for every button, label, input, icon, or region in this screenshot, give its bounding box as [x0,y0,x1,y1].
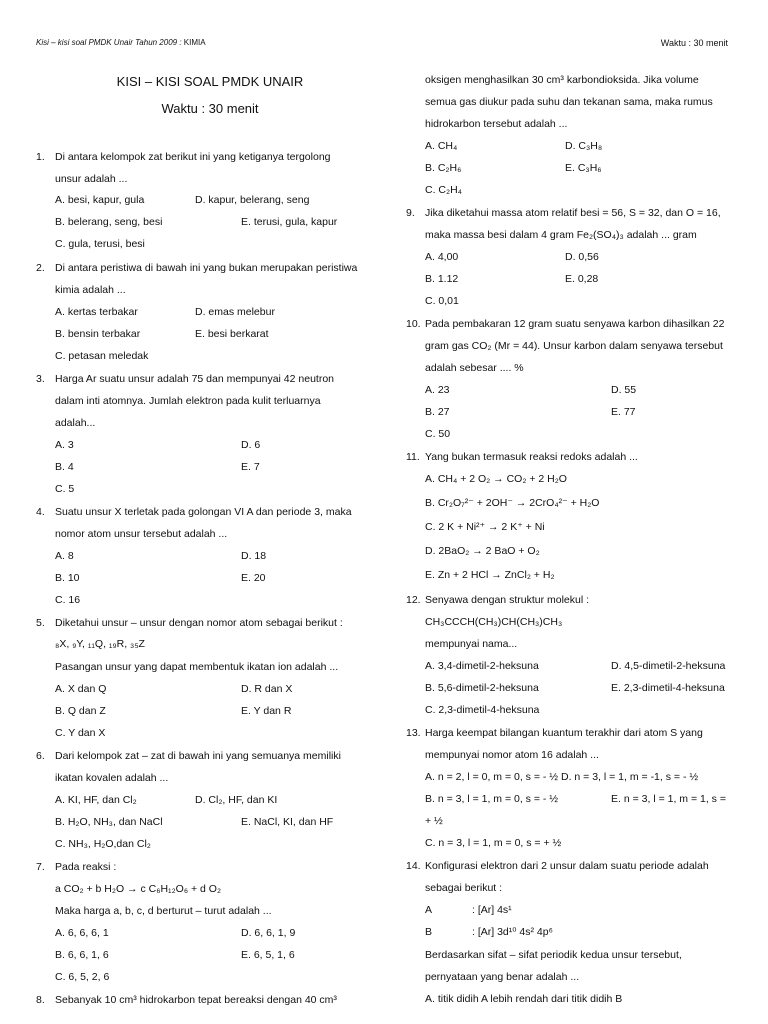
option-c: C. 6, 5, 2, 6 [55,971,110,983]
question-text: Konfigurasi elektron dari 2 unsur dalam suatu periode adalah [425,860,709,872]
question-text: oksigen menghasilkan 30 cm³ karbondioksida. Jika volume [425,74,699,86]
header-subject: KIMIA [183,38,206,47]
config-b-value: : [Ar] 3d¹⁰ 4s² 4p⁶ [472,926,553,938]
option-c: C. Y dan X [55,727,106,739]
question-number: 4. [36,506,45,518]
question-number: 13. [406,727,421,739]
question-text: Pada reaksi : [55,861,117,873]
question-text: gram gas CO₂ (Mr = 44). Unsur karbon dalam senyawa tersebut [425,340,723,352]
question-number: 8. [36,994,45,1006]
question-number: 1. [36,151,45,163]
option-b: B. Q dan Z [55,705,106,717]
reaction-equation: a CO₂ + b H₂O → c C₆H₁₂O₆ + d O₂ [55,883,222,895]
option-d: D. 55 [611,384,637,396]
question-text: dalam inti atomnya. Jumlah elektron pada kulit terluarnya [55,395,321,407]
question-number: 3. [36,373,45,385]
question-text: ₈X, ₉Y, ₁₁Q, ₁₉R, ₃₅Z [55,638,145,650]
option-d: D. kapur, belerang, seng [195,194,310,206]
question-number: 5. [36,617,45,629]
config-a-value: : [Ar] 4s¹ [472,904,512,916]
question-number: 10. [406,318,421,330]
option-b: B. Cr₂O₇²⁻ + 2OH⁻ → 2CrO₄²⁻ + H₂O [425,497,600,509]
option-a: A. KI, HF, dan Cl₂ [55,794,137,806]
option-a: A. 6, 6, 6, 1 [55,927,109,939]
question-text: pernyataan yang benar adalah ... [425,971,580,983]
option-e: E. 77 [611,406,636,418]
option-d: D. 2BaO₂ → 2 BaO + O₂ [425,545,540,557]
option-a: A. kertas terbakar [55,306,138,318]
option-a: A. titik didih A lebih rendah dari titik didih B [425,993,623,1005]
question-text: Di antara peristiwa di bawah ini yang bukan merupakan peristiwa [55,262,358,274]
question-number: 6. [36,750,45,762]
question-text: unsur adalah ... [55,173,128,185]
option-e: E. 2,3-dimetil-4-heksuna [611,682,725,694]
option-a: A. CH₄ [425,140,458,152]
option-e: E. 0,28 [565,273,599,285]
option-d: D. 6, 6, 1, 9 [241,927,296,939]
question-number: 12. [406,594,421,606]
option-d: D. C₃H₈ [565,140,603,152]
option-c: C. 5 [55,483,75,495]
option-c: C. C₂H₄ [425,184,462,196]
question-text: Maka harga a, b, c, d berturut – turut adalah ... [55,905,272,917]
question-text: kimia adalah ... [55,284,126,296]
option-b: B. 27 [425,406,450,418]
question-text: Harga keempat bilangan kuantum terakhir dari atom S yang [425,727,703,739]
question-text: mempunyai nama... [425,638,518,650]
page-header-right: Waktu : 30 menit [660,38,728,48]
option-a: A. 3,4-dimetil-2-heksuna [425,660,539,672]
option-d: D. 0,56 [565,251,599,263]
question-text: Senyawa dengan struktur molekul : [425,594,590,606]
option-b: B. 10 [55,572,80,584]
option-d: D. Cl₂, HF, dan KI [195,794,278,806]
question-text: Sebanyak 10 cm³ hidrokarbon tepat bereaksi dengan 40 cm³ [55,994,337,1006]
option-a: A. X dan Q [55,683,107,695]
question-text: maka massa besi dalam 4 gram Fe₂(SO₄)₃ adalah ... gram [425,229,697,241]
option-c: C. 2 K + Ni²⁺ → 2 K⁺ + Ni [425,521,545,533]
molecule-structure: CH₃CCCH(CH₃)CH(CH₃)CH₃ [425,616,563,628]
page-header-left [36,38,206,47]
question-number: 14. [406,860,421,872]
option-c: C. n = 3, l = 1, m = 0, s = + ½ [425,837,562,849]
option-e: E. Y dan R [241,705,292,717]
option-e: E. besi berkarat [195,328,269,340]
option-c: C. 16 [55,594,81,606]
question-text: semua gas diukur pada suhu dan tekanan sama, maka rumus [425,96,713,108]
question-text: Suatu unsur X terletak pada golongan VI A dan periode 3, maka [55,506,352,518]
option-e: E. 6, 5, 1, 6 [241,949,295,961]
question-text: mempunyai nomor atom 16 adalah ... [425,749,599,761]
option-e: E. 20 [241,572,266,584]
question-text: Harga Ar suatu unsur adalah 75 dan mempunyai 42 neutron [55,373,335,385]
option-b: B. bensin terbakar [55,328,141,340]
option-e: E. n = 3, l = 1, m = 1, s = [611,793,726,805]
option-e-continued: + ½ [425,815,443,827]
option-b: B. H₂O, NH₃, dan NaCl [55,816,163,828]
header-left-text: Kisi – kisi soal PMDK Unair Tahun 2009 : [36,38,182,47]
option-e: E. C₃H₆ [565,162,602,174]
option-d: D. 4,5-dimetil-2-heksuna [611,660,726,672]
question-number: 11. [406,451,420,463]
question-text: sebagai berikut : [425,882,503,894]
option-b: B. 5,6-dimetil-2-heksuna [425,682,539,694]
option-a: A. CH₄ + 2 O₂ → CO₂ + 2 H₂O [425,473,567,485]
option-e: E. NaCl, KI, dan HF [241,816,334,828]
option-a: A. besi, kapur, gula [55,194,145,206]
option-b: B. 6, 6, 1, 6 [55,949,109,961]
option-e: E. Zn + 2 HCl → ZnCl₂ + H₂ [425,569,555,581]
option-b: B. 4 [55,461,74,473]
option-d: D. R dan X [241,683,293,695]
option-c: C. gula, terusi, besi [55,238,145,250]
option-a: A. 4,00 [425,251,459,263]
question-text: hidrokarbon tersebut adalah ... [425,118,568,130]
option-c: C. petasan meledak [55,350,149,362]
question-text: nomor atom unsur tersebut adalah ... [55,528,228,540]
question-number: 9. [406,207,415,219]
question-text: Di antara kelompok zat berikut ini yang ketiganya tergolong [55,151,331,163]
option-b: B. belerang, seng, besi [55,216,163,228]
question-text: Yang bukan termasuk reaksi redoks adalah ... [425,451,638,463]
question-text: Dari kelompok zat – zat di bawah ini yang semuanya memiliki [55,750,341,762]
option-b: B. n = 3, l = 1, m = 0, s = - ½ [425,793,559,805]
config-b-label: B [425,926,433,938]
option-c: C. 50 [425,428,451,440]
question-number: 2. [36,262,45,274]
page-title: KISI – KISI SOAL PMDK UNAIR [116,74,304,89]
question-text: Diketahui unsur – unsur dengan nomor atom sebagai berikut : [55,617,343,629]
question-text: Pasangan unsur yang dapat membentuk ikatan ion adalah ... [55,661,339,673]
question-text: ikatan kovalen adalah ... [55,772,169,784]
option-d: D. emas melebur [195,306,275,318]
option-b: B. C₂H₆ [425,162,462,174]
option-a: A. 23 [425,384,450,396]
option-a: A. 8 [55,550,74,562]
question-number: 7. [36,861,45,873]
option-b: B. 1.12 [425,273,459,285]
question-text: Pada pembakaran 12 gram suatu senyawa karbon dihasilkan 22 [425,318,725,330]
question-text: Jika diketahui massa atom relatif besi = 56, S = 32, dan O = 16, [425,207,721,219]
question-text: adalah... [55,417,96,429]
option-c: C. 0,01 [425,295,459,307]
option-a: A. 3 [55,439,74,451]
page-subtitle: Waktu : 30 menit [161,101,259,116]
option-e: E. 7 [241,461,260,473]
option-c: C. 2,3-dimetil-4-heksuna [425,704,540,716]
option-d: D. 18 [241,550,267,562]
question-text: adalah sebesar .... % [425,362,524,374]
question-text: Berdasarkan sifat – sifat periodik kedua unsur tersebut, [425,949,682,961]
option-e: E. terusi, gula, kapur [241,216,338,228]
option-a-and-d: A. n = 2, l = 0, m = 0, s = - ½ D. n = 3, l = 1, m = -1, s = - ½ [425,771,699,783]
config-a-label: A [425,904,433,916]
option-c: C. NH₃, H₂O,dan Cl₂ [55,838,151,850]
option-d: D. 6 [241,439,261,451]
